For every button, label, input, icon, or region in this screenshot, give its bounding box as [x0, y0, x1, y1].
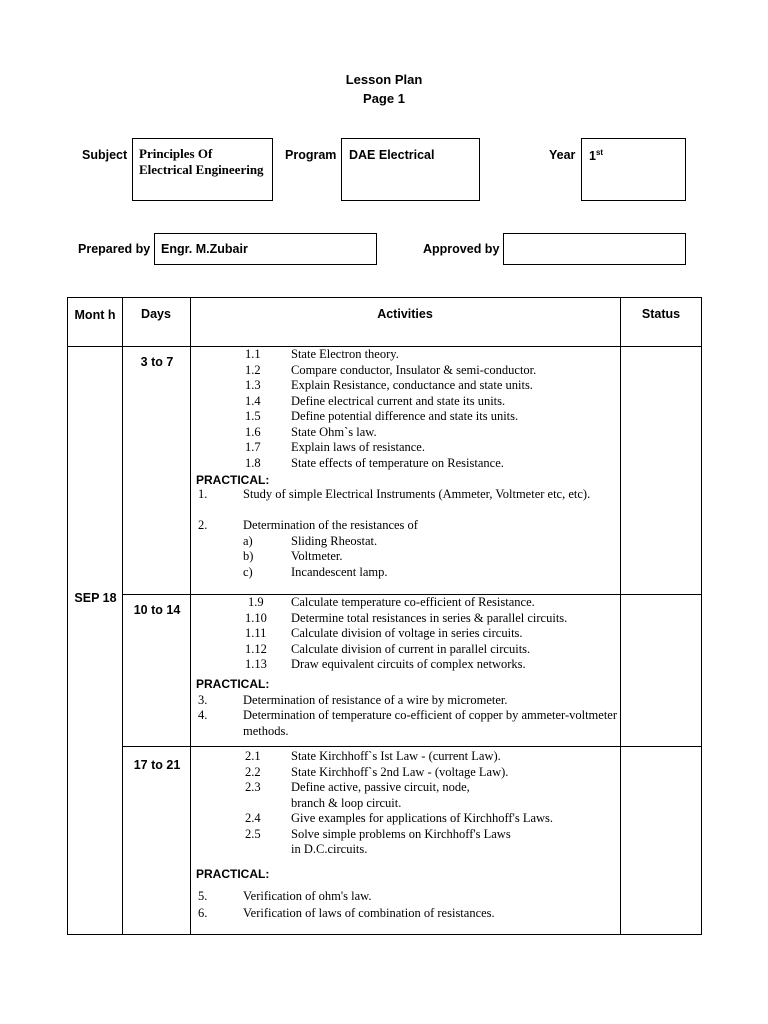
days-cell: 3 to 7 — [140, 355, 174, 369]
activity-item: 2.3 Define active, passive circuit, node, branch & loop circuit. — [245, 780, 470, 810]
activity-item: 1.10 Determine total resistances in series & parallel circuits. — [245, 610, 568, 625]
year-value: 1 — [589, 149, 596, 164]
year-label: Year — [549, 148, 576, 162]
practical-item: 4. Determination of temperature co-efficient of copper by ammeter-voltmeter methods. — [198, 708, 618, 738]
year-suffix: st — [595, 148, 604, 157]
lesson-table — [67, 297, 702, 935]
practical-item: 5. Verification of ohm's law. — [198, 888, 372, 903]
activity-item: 1.1 State Electron theory. — [245, 347, 399, 361]
header-month: Mont h — [74, 308, 116, 322]
activity-item: 2.5 Solve simple problems on Kirchhoff's Laws in D.C.circuits. — [245, 826, 511, 856]
subject-label: Subject — [82, 148, 128, 162]
activity-item: 1.7 Explain laws of resistance. — [245, 440, 425, 454]
activity-item: 2.2 State Kirchhoff`s 2nd Law - (voltage Law). — [245, 764, 509, 779]
activity-item: 1.9 Calculate temperature co-efficient of Resistance. — [248, 595, 535, 609]
practical-subitem: b) Voltmeter. — [243, 549, 343, 563]
practical-item: 6. Verification of laws of combination of resistances. — [198, 906, 495, 920]
header-status: Status — [641, 307, 681, 321]
activities-cell — [198, 347, 618, 580]
activity-item: 1.6 State Ohm`s law. — [245, 424, 377, 439]
program-value: DAE Electrical — [349, 148, 435, 162]
prepared-by-field — [154, 233, 377, 265]
month-cell: SEP 18 — [74, 591, 117, 605]
header-activities: Activities — [377, 307, 433, 321]
prepared-by-value: Engr. M.Zubair — [161, 242, 248, 256]
header-days: Days — [141, 307, 171, 321]
prepared-by-label: Prepared by — [78, 242, 151, 256]
activities-cell — [198, 749, 618, 922]
activity-item: 2.1 State Kirchhoff`s Ist Law - (current Law). — [245, 749, 501, 763]
practical-item: 3. Determination of resistance of a wire by micrometer. — [198, 692, 508, 707]
practical-heading: PRACTICAL: — [196, 473, 270, 487]
days-cell: 17 to 21 — [133, 758, 181, 772]
row-divider — [122, 746, 701, 747]
practical-subitem: c) Incandescent lamp. — [243, 564, 388, 579]
activity-item: 1.13 Draw equivalent circuits of complex networks. — [245, 657, 526, 671]
col-divider — [620, 298, 621, 934]
program-label: Program — [285, 148, 337, 162]
subject-value: Principles Of Electrical Engineering — [139, 146, 264, 177]
activity-item: 1.2 Compare conductor, Insulator & semi-conductor. — [245, 362, 537, 377]
activity-item: 1.11 Calculate division of voltage in series circuits. — [245, 626, 523, 640]
approved-by-field — [503, 233, 686, 265]
activity-item: 2.4 Give examples for applications of Kirchhoff's Laws. — [245, 811, 554, 825]
activity-item: 1.12 Calculate division of current in parallel circuits. — [245, 641, 531, 656]
days-cell: 10 to 14 — [133, 603, 181, 617]
activities-cell — [198, 595, 618, 739]
activity-item: 1.4 Define electrical current and state its units. — [245, 393, 506, 408]
practical-item: 2. Determination of the resistances of — [198, 518, 418, 532]
approved-by-label: Approved by — [423, 242, 500, 256]
program-field — [341, 138, 480, 201]
practical-item: 1. Study of simple Electrical Instruments (Ammeter, Voltmeter etc, etc). — [198, 487, 591, 501]
activity-item: 1.3 Explain Resistance, conductance and state units. — [245, 378, 533, 392]
year-field — [581, 138, 686, 201]
page-number: Page 1 — [363, 91, 405, 106]
subject-field — [132, 138, 273, 201]
practical-heading: PRACTICAL: — [196, 676, 270, 691]
practical-heading: PRACTICAL: — [196, 866, 270, 881]
activity-item: 1.8 State effects of temperature on Resistance. — [245, 455, 504, 470]
practical-subitem: a) Sliding Rheostat. — [243, 533, 378, 548]
activity-item: 1.5 Define potential difference and state its units. — [245, 409, 519, 423]
document-title: Lesson Plan — [345, 72, 423, 87]
